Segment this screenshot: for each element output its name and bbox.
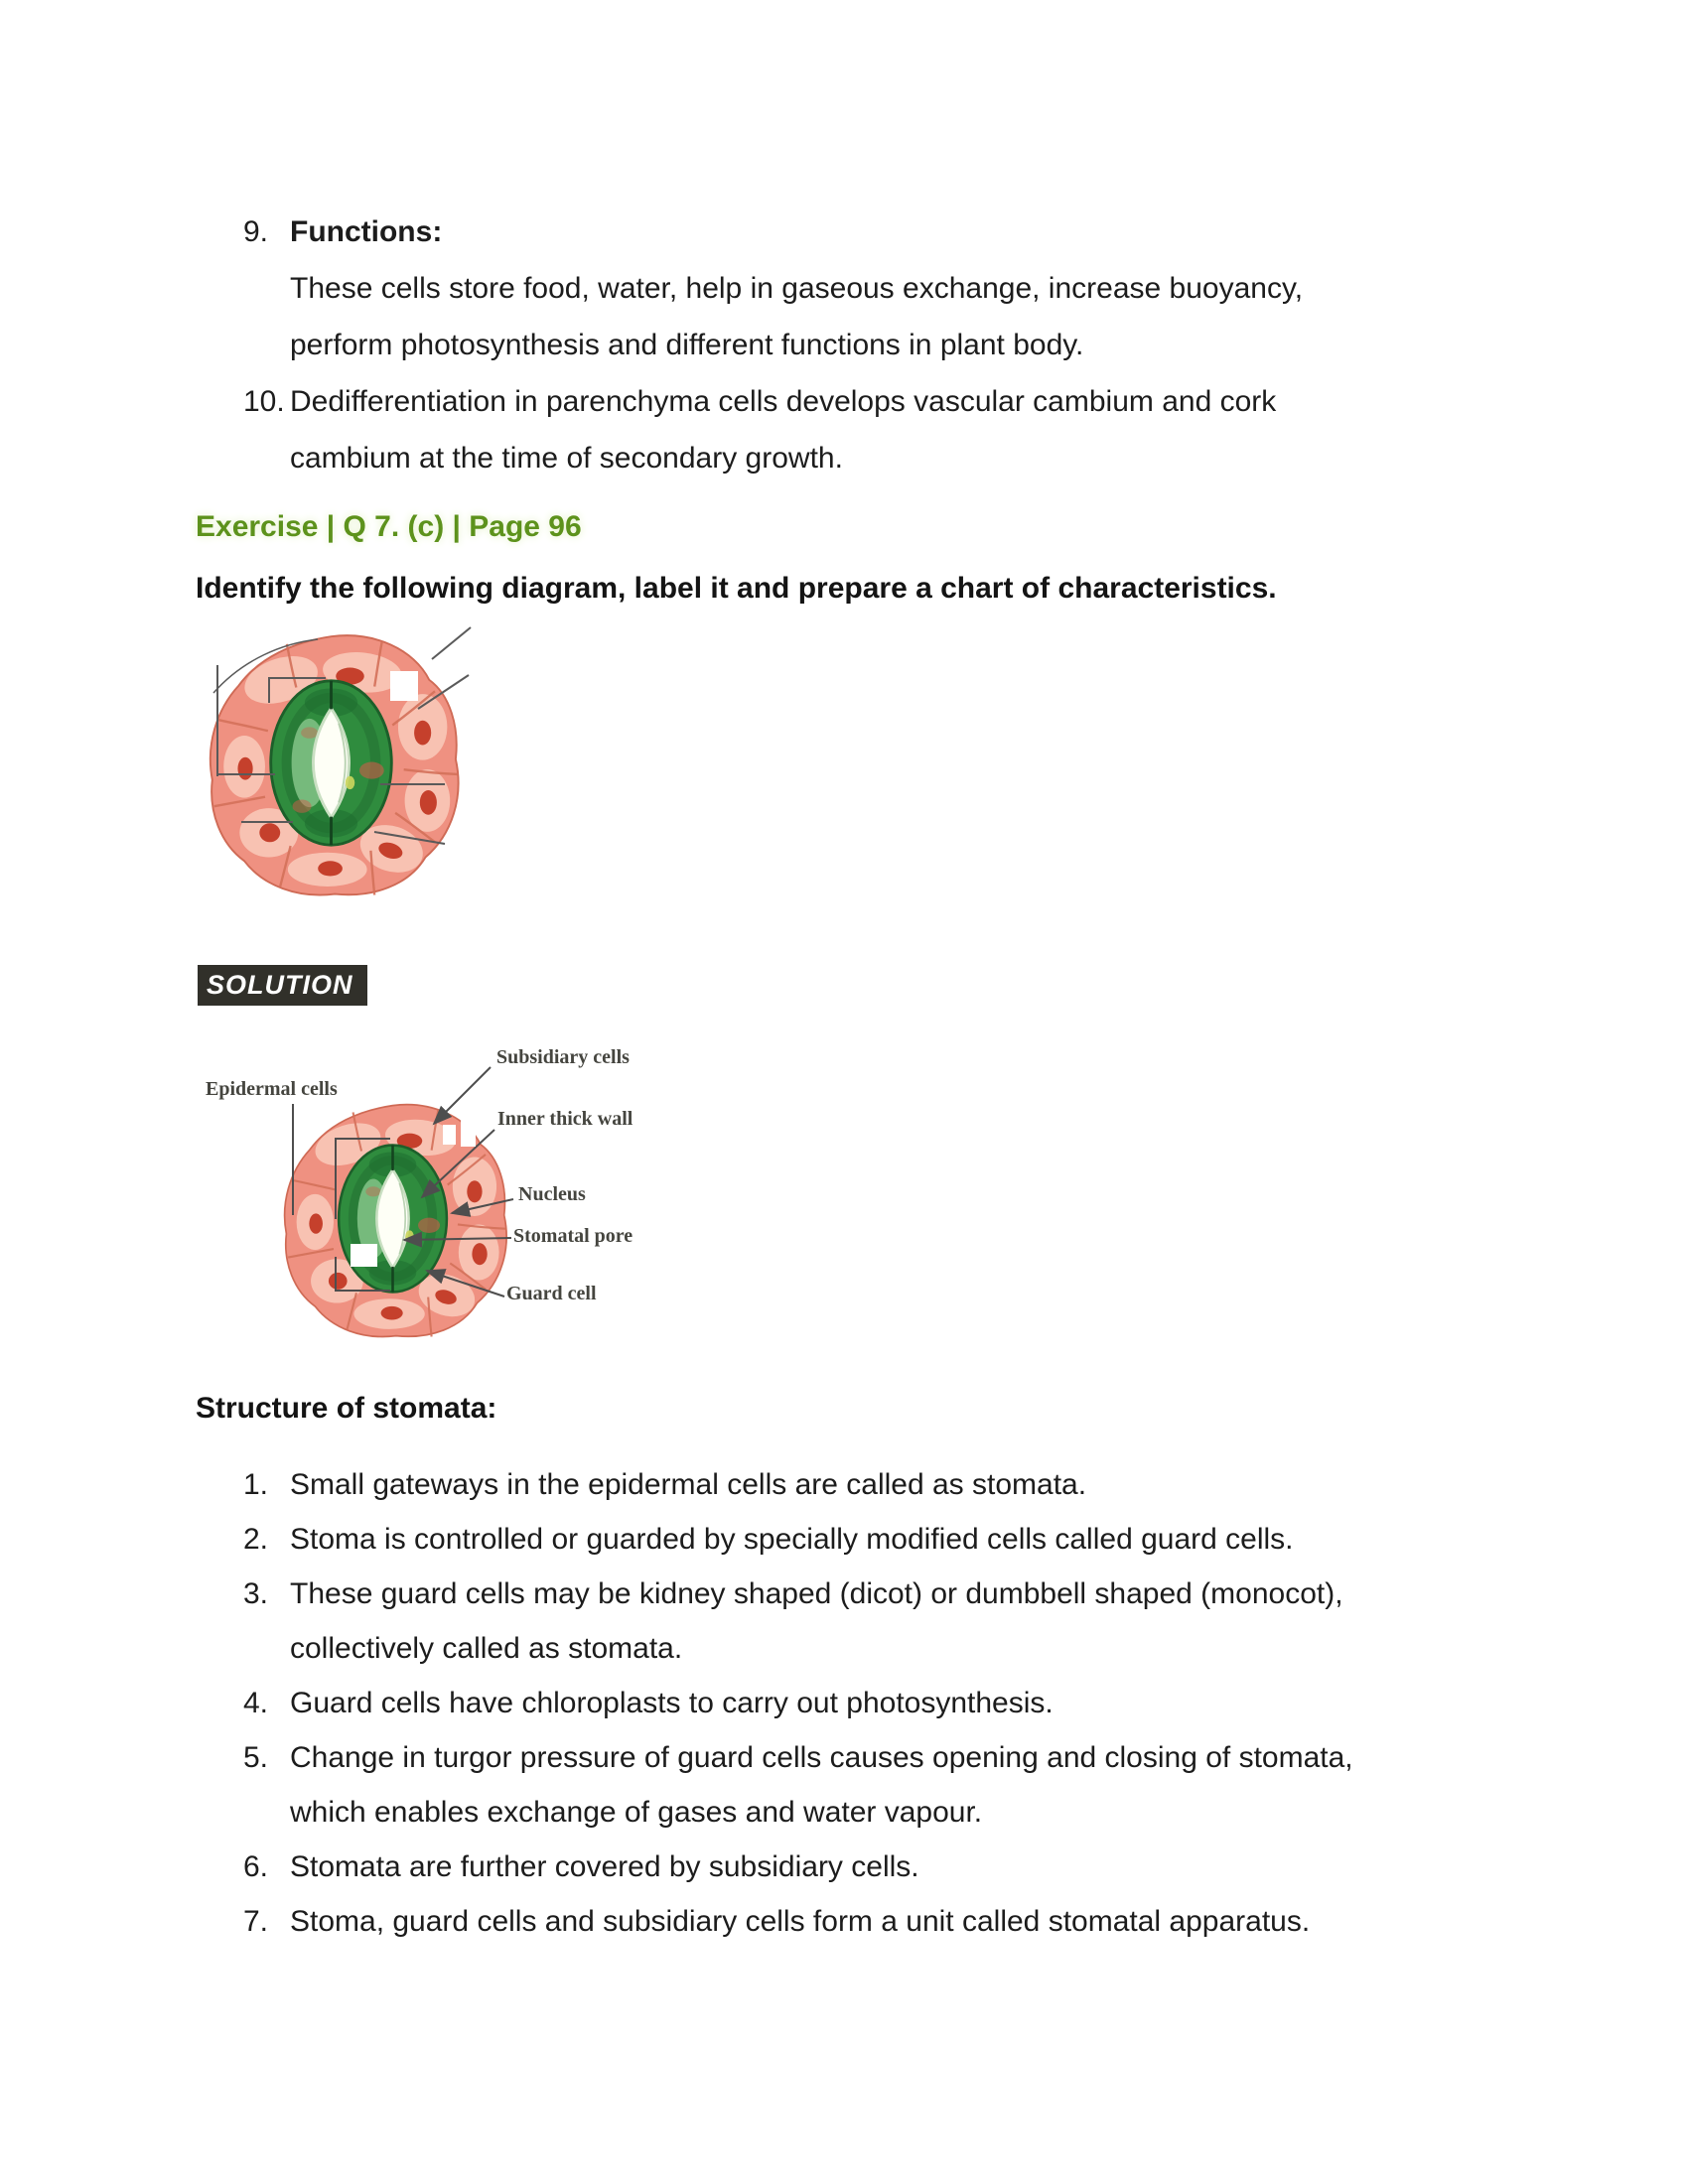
list-number: 6. [243,1850,269,1883]
list-item-text: collectively called as stomata. [290,1632,683,1665]
list-number: 2. [243,1523,269,1556]
solution-badge: SOLUTION [198,965,367,1006]
list-item-text: Guard cells have chloroplasts to carry out photosynthesis. [290,1687,1054,1719]
question-text: Identify the following diagram, label it and prepare a chart of characteristics. [196,572,1277,605]
list-item-text: Stomata are further covered by subsidiary cells. [290,1850,919,1883]
list-item-3 [243,1567,1353,1621]
list-item-5 [243,1730,1353,1785]
list-item-7 [243,1894,1353,1949]
exercise-breadcrumb: Exercise | Q 7. (c) | Page 96 [196,510,582,543]
list-item-text: Stoma is controlled or guarded by specially modified cells called guard cells. [290,1523,1294,1556]
diagram-label-nucleus: Nucleus [518,1183,586,1205]
diagram-label-epidermal-cells: Epidermal cells [206,1078,338,1100]
list-number: 4. [243,1687,269,1719]
list-number: 10. [243,385,285,418]
list-number: 3. [243,1577,269,1610]
list-item-10 [243,373,1303,430]
list-item-9 [243,204,1303,260]
list-item-text: Stoma, guard cells and subsidiary cells form a unit called stomatal apparatus. [290,1905,1311,1938]
list-item-text: Change in turgor pressure of guard cells causes opening and closing of stomata, [290,1741,1353,1774]
stomata-diagram-solution [194,1021,735,1366]
list-number: 1. [243,1468,269,1501]
functions-list [243,204,1303,486]
list-item-text: Dedifferentiation in parenchyma cells develops vascular cambium and cork [290,385,1277,418]
list-number: 5. [243,1741,269,1774]
list-item-text: These cells store food, water, help in gaseous exchange, increase buoyancy, [290,272,1304,305]
list-item-6 [243,1840,1353,1894]
list-item-text: cambium at the time of secondary growth. [290,442,843,475]
list-item-2 [243,1512,1353,1567]
scan-artifact-square [390,671,418,701]
diagram-label-subsidiary-cells: Subsidiary cells [496,1046,630,1068]
list-item-text: These guard cells may be kidney shaped (dicot) or dumbbell shaped (monocot), [290,1577,1343,1610]
list-item-text: Small gateways in the epidermal cells are called as stomata. [290,1468,1087,1501]
list-item-text: perform photosynthesis and different functions in plant body. [290,329,1084,361]
stomata-illustration [184,617,472,907]
diagram-label-guard-cell: Guard cell [506,1283,597,1304]
list-number: 7. [243,1905,269,1938]
structure-heading: Structure of stomata: [196,1392,497,1425]
stomata-illustration-labeled [194,1021,735,1366]
list-number: 9. [243,215,269,248]
list-item-title: Functions: [290,215,443,248]
structure-list [243,1457,1353,1949]
list-item-text: which enables exchange of gases and water vapour. [290,1796,983,1829]
list-item-4 [243,1676,1353,1730]
stomata-diagram-question [184,617,472,907]
diagram-label-stomatal-pore: Stomatal pore [513,1225,633,1247]
list-item-1 [243,1457,1353,1512]
diagram-label-inner-thick-wall: Inner thick wall [497,1108,633,1130]
